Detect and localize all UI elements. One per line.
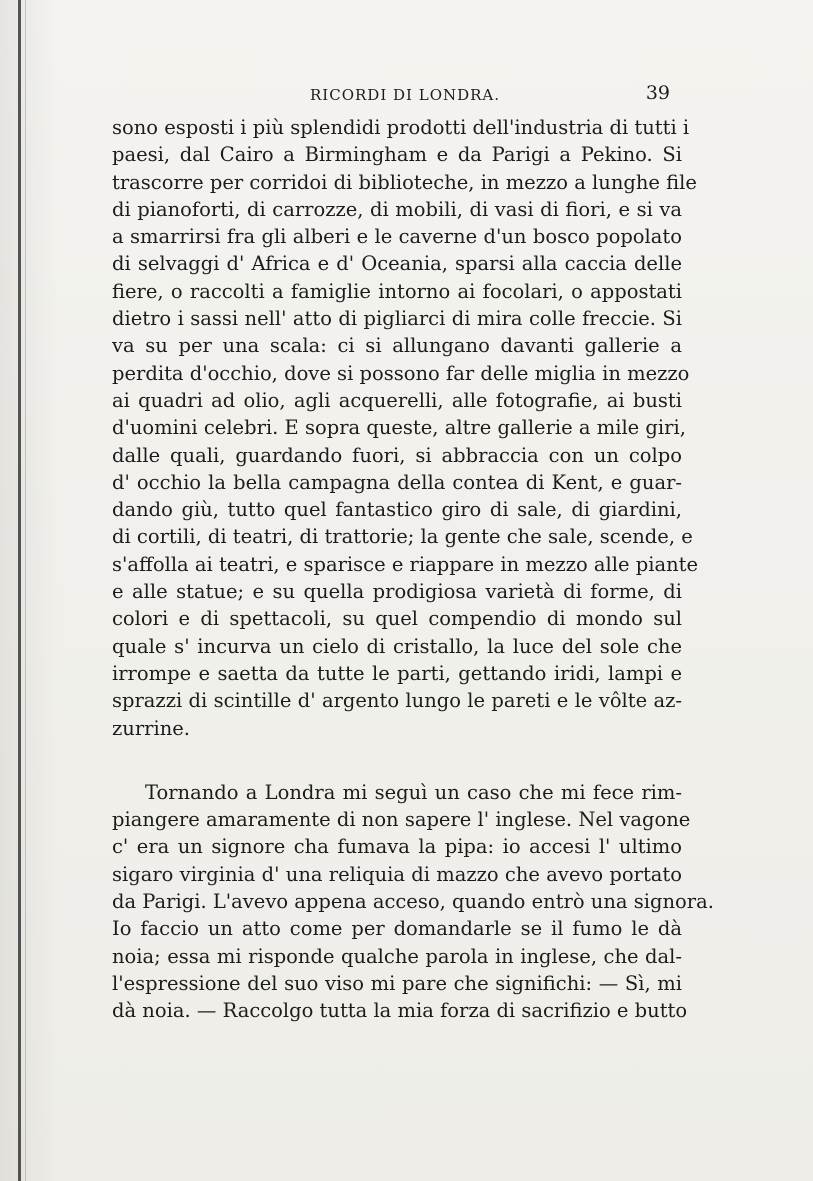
body-text bbox=[112, 114, 714, 1025]
text-line: quale s' incurva un cielo di cristallo, la luce del sole che bbox=[112, 634, 682, 658]
text-line: a smarrirsi fra gli alberi e le caverne d'un bosco popolato bbox=[112, 225, 682, 249]
text-line: dando giù, tutto quel fantastico giro di sale, di giardini, bbox=[112, 498, 682, 522]
page-number: 39 bbox=[645, 82, 670, 104]
page-gutter-shadow bbox=[18, 0, 21, 1181]
text-line: di cortili, di teatri, di trattorie; la gente che sale, scende, e bbox=[112, 525, 693, 549]
text-line: di pianoforti, di carrozze, di mobili, di vasi di fiori, e si va bbox=[112, 197, 682, 221]
text-line: dà noia. — Raccolgo tutta la mia forza di sacrifizio e butto bbox=[112, 999, 688, 1023]
text-line: perdita d'occhio, dove si possono far delle miglia in mezzo bbox=[112, 361, 690, 385]
paragraph-2 bbox=[112, 779, 714, 1025]
text-line: paesi, dal Cairo a Birmingham e da Parigi a Pekino. Si bbox=[112, 143, 682, 167]
text-line: irrompe e saetta da tutte le parti, gettando iridi, lampi e bbox=[112, 661, 682, 685]
text-line: fiere, o raccolti a famiglie intorno ai focolari, o appostati bbox=[112, 279, 682, 303]
text-line: sono esposti i più splendidi prodotti dell'industria di tutti i bbox=[112, 116, 690, 139]
text-line: trascorre per corridoi di biblioteche, in mezzo a lunghe file bbox=[112, 170, 697, 194]
text-line: dalle quali, guardando fuori, si abbraccia con un colpo bbox=[112, 443, 682, 467]
text-line: da Parigi. L'avevo appena acceso, quando entrò una signora. bbox=[112, 890, 714, 914]
text-line: colori e di spettacoli, su quel compendio di mondo sul bbox=[112, 607, 682, 631]
text-line: sprazzi di scintille d' argento lungo le pareti e le vôlte az- bbox=[112, 689, 682, 713]
text-line: d'uomini celebri. E sopra queste, altre gallerie a mile giri, bbox=[112, 416, 686, 440]
text-line: d' occhio la bella campagna della contea di Kent, e guar- bbox=[112, 470, 682, 494]
running-title: RICORDI DI LONDRA. bbox=[310, 86, 501, 104]
text-line: s'affolla ai teatri, e sparisce e riappare in mezzo alle piante bbox=[112, 552, 699, 576]
running-header bbox=[110, 82, 680, 110]
text-line: piangere amaramente di non sapere l' inglese. Nel vagone bbox=[112, 808, 691, 832]
text-line: di selvaggi d' Africa e d' Oceania, sparsi alla caccia delle bbox=[112, 252, 682, 276]
text-line: l'espressione del suo viso mi pare che significhi: — Sì, mi bbox=[112, 971, 682, 995]
text-line: sigaro virginia d' una reliquia di mazzo che avevo portato bbox=[112, 862, 682, 886]
paragraph-1 bbox=[112, 114, 699, 742]
text-line: va su per una scala: ci si allungano davanti gallerie a bbox=[112, 334, 682, 358]
text-line: noia; essa mi risponde qualche parola in inglese, che dal- bbox=[112, 944, 682, 968]
text-line: c' era un signore cha fumava la pipa: io accesi l' ultimo bbox=[112, 835, 682, 859]
text-line: dietro i sassi nell' atto di pigliarci di mira colle freccie. Si bbox=[112, 307, 682, 331]
text-line: Io faccio un atto come per domandarle se il fumo le dà bbox=[112, 917, 682, 941]
text-line: ai quadri ad olio, agli acquerelli, alle fotografie, ai busti bbox=[112, 388, 682, 412]
paragraph-gap bbox=[112, 742, 682, 779]
text-line: e alle statue; e su quella prodigiosa varietà di forme, di bbox=[112, 580, 682, 604]
text-line: Tornando a Londra mi seguì un caso che mi fece rim- bbox=[145, 780, 682, 804]
text-line: zurrine. bbox=[112, 716, 191, 740]
page-gutter-line bbox=[25, 0, 26, 1181]
